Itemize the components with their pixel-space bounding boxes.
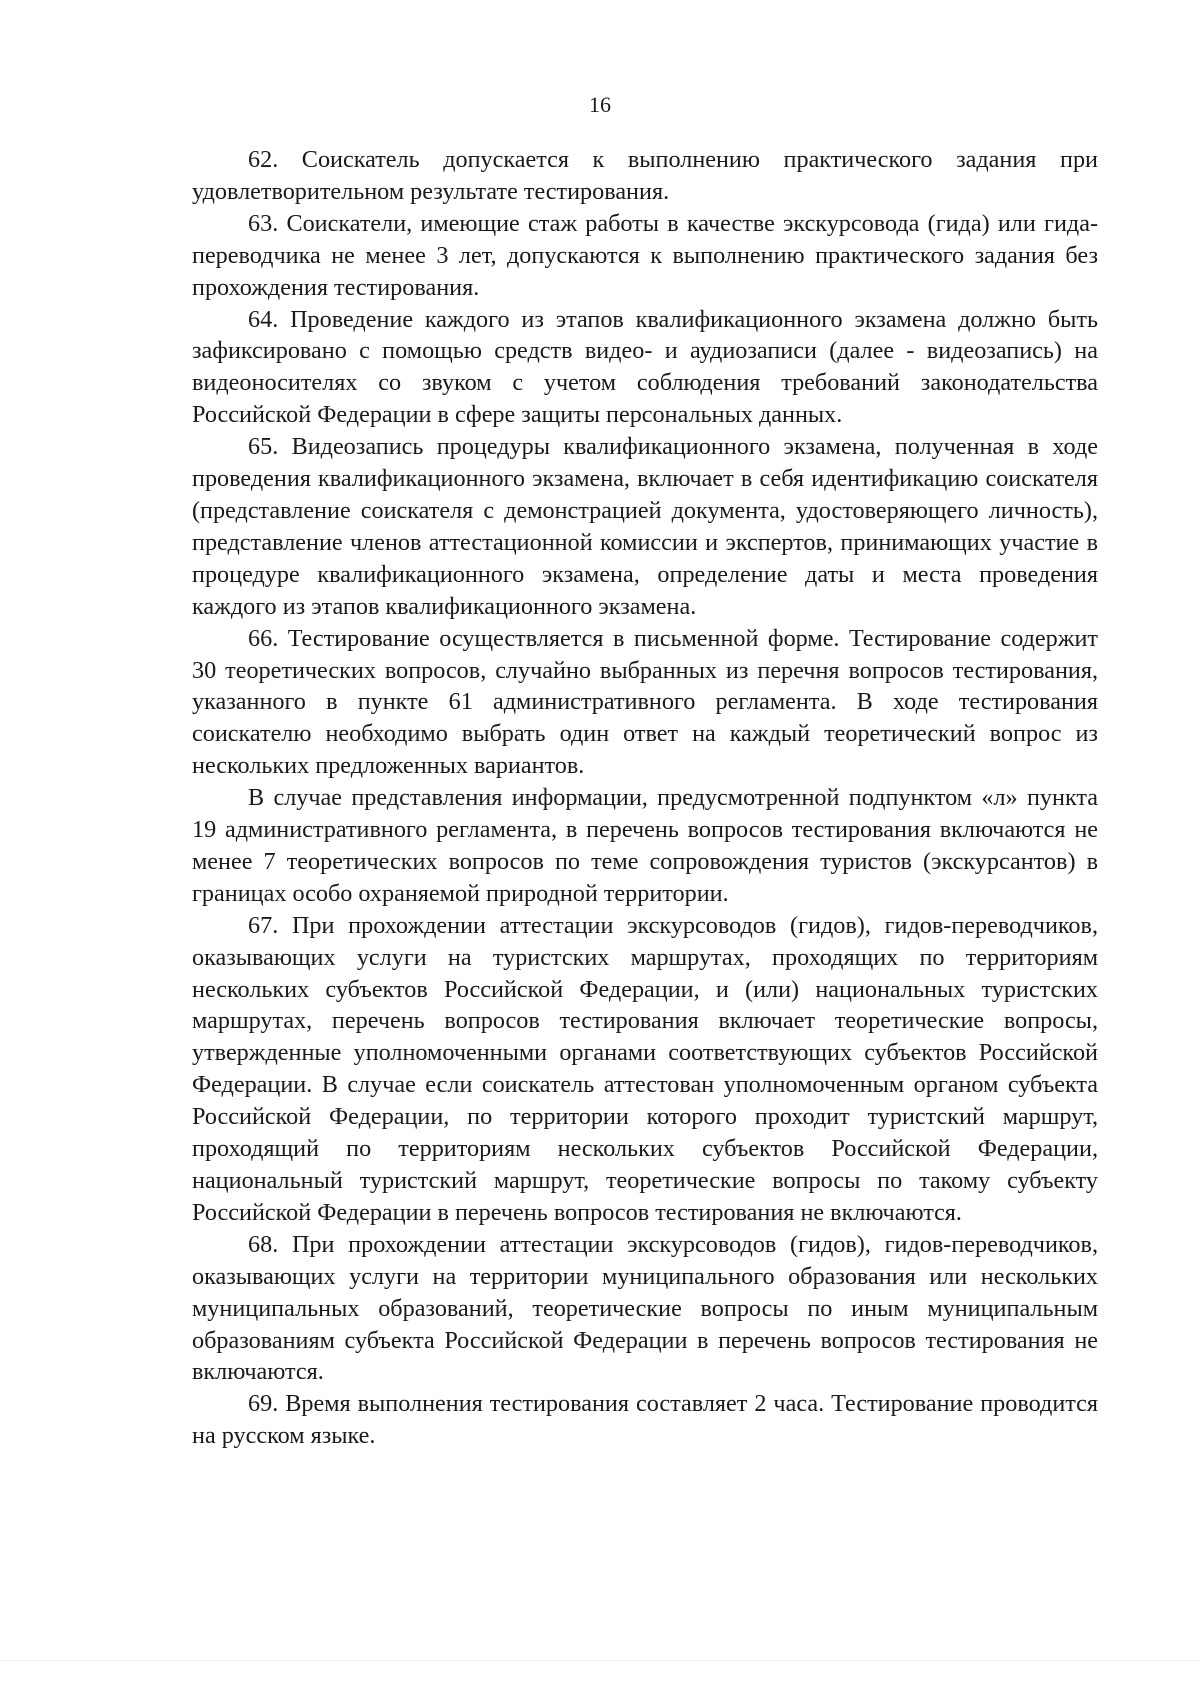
paragraph-66: 66. Тестирование осуществляется в письменной форме. Тестирование содержит 30 теоретических вопросов, случайно выбранных из перечня вопросов тестирования, указанного в пункте 61 административного регламента. В ходе тестирования соискателю необходимо выбрать один ответ на каждый теоретический вопрос из нескольких предложенных вариантов. (192, 624, 1098, 780)
paragraph-68: 68. При прохождении аттестации экскурсоводов (гидов), гидов-переводчиков, оказывающих услуги на территории муниципального образования или нескольких муниципальных образований, теоретические вопросы по иным муниципальным образованиям субъекта Российской Федерации в перечень вопросов тестирования не включаются. (192, 1230, 1098, 1386)
paragraph-66-continuation: В случае представления информации, предусмотренной подпунктом «л» пункта 19 административного регламента, в перечень вопросов тестирования включаются не менее 7 теоретических вопросов по теме сопровождения туристов (экскурсантов) в границах особо охраняемой природной территории. (192, 784, 1098, 907)
paragraph-63: 63. Соискатели, имеющие стаж работы в качестве экскурсовода (гида) или гида-переводчика не менее 3 лет, допускаются к выполнению практического задания без прохождения тестирования. (192, 209, 1098, 301)
paragraph-65: 65. Видеозапись процедуры квалификационного экзамена, полученная в ходе проведения квалификационного экзамена, включает в себя идентификацию соискателя (представление соискателя с демонстрацией документа, удостоверяющего личность), представление членов аттестационной комиссии и экспертов, принимающих участие в процедуре квалификационного экзамена, определение даты и места проведения каждого из этапов квалификационного экзамена. (192, 433, 1098, 620)
paragraph-69: 69. Время выполнения тестирования составляет 2 часа. Тестирование проводится на русском языке. (192, 1390, 1098, 1450)
paragraph-64: 64. Проведение каждого из этапов квалификационного экзамена должно быть зафиксировано с помощью средств видео- и аудиозаписи (далее - видеозапись) на видеоносителях со звуком с учетом соблюдения требований законодательства Российской Федерации в сфере защиты персональных данных. (192, 305, 1098, 429)
document-body (192, 144, 1098, 1452)
paragraph-62: 62. Соискатель допускается к выполнению практического задания при удовлетворительном результате тестирования. (192, 146, 1098, 205)
paragraph-67: 67. При прохождении аттестации экскурсоводов (гидов), гидов-переводчиков, оказывающих услуги на туристских маршрутах, проходящих по территориям нескольких субъектов Российской Федерации, и (или) национальных туристских маршрутах, перечень вопросов тестирования включает теоретические вопросы, утвержденные уполномоченными органами соответствующих субъектов Российской Федерации. В случае если соискатель аттестован уполномоченным органом субъекта Российской Федерации, по территории которого проходит туристский маршрут, проходящий по территориям нескольких субъектов Российской Федерации, национальный туристский маршрут, теоретические вопросы по такому субъекту Российской Федерации в перечень вопросов тестирования не включаются. (192, 911, 1098, 1226)
scan-edge-line (0, 1660, 1200, 1661)
page-number: 16 (589, 92, 611, 117)
